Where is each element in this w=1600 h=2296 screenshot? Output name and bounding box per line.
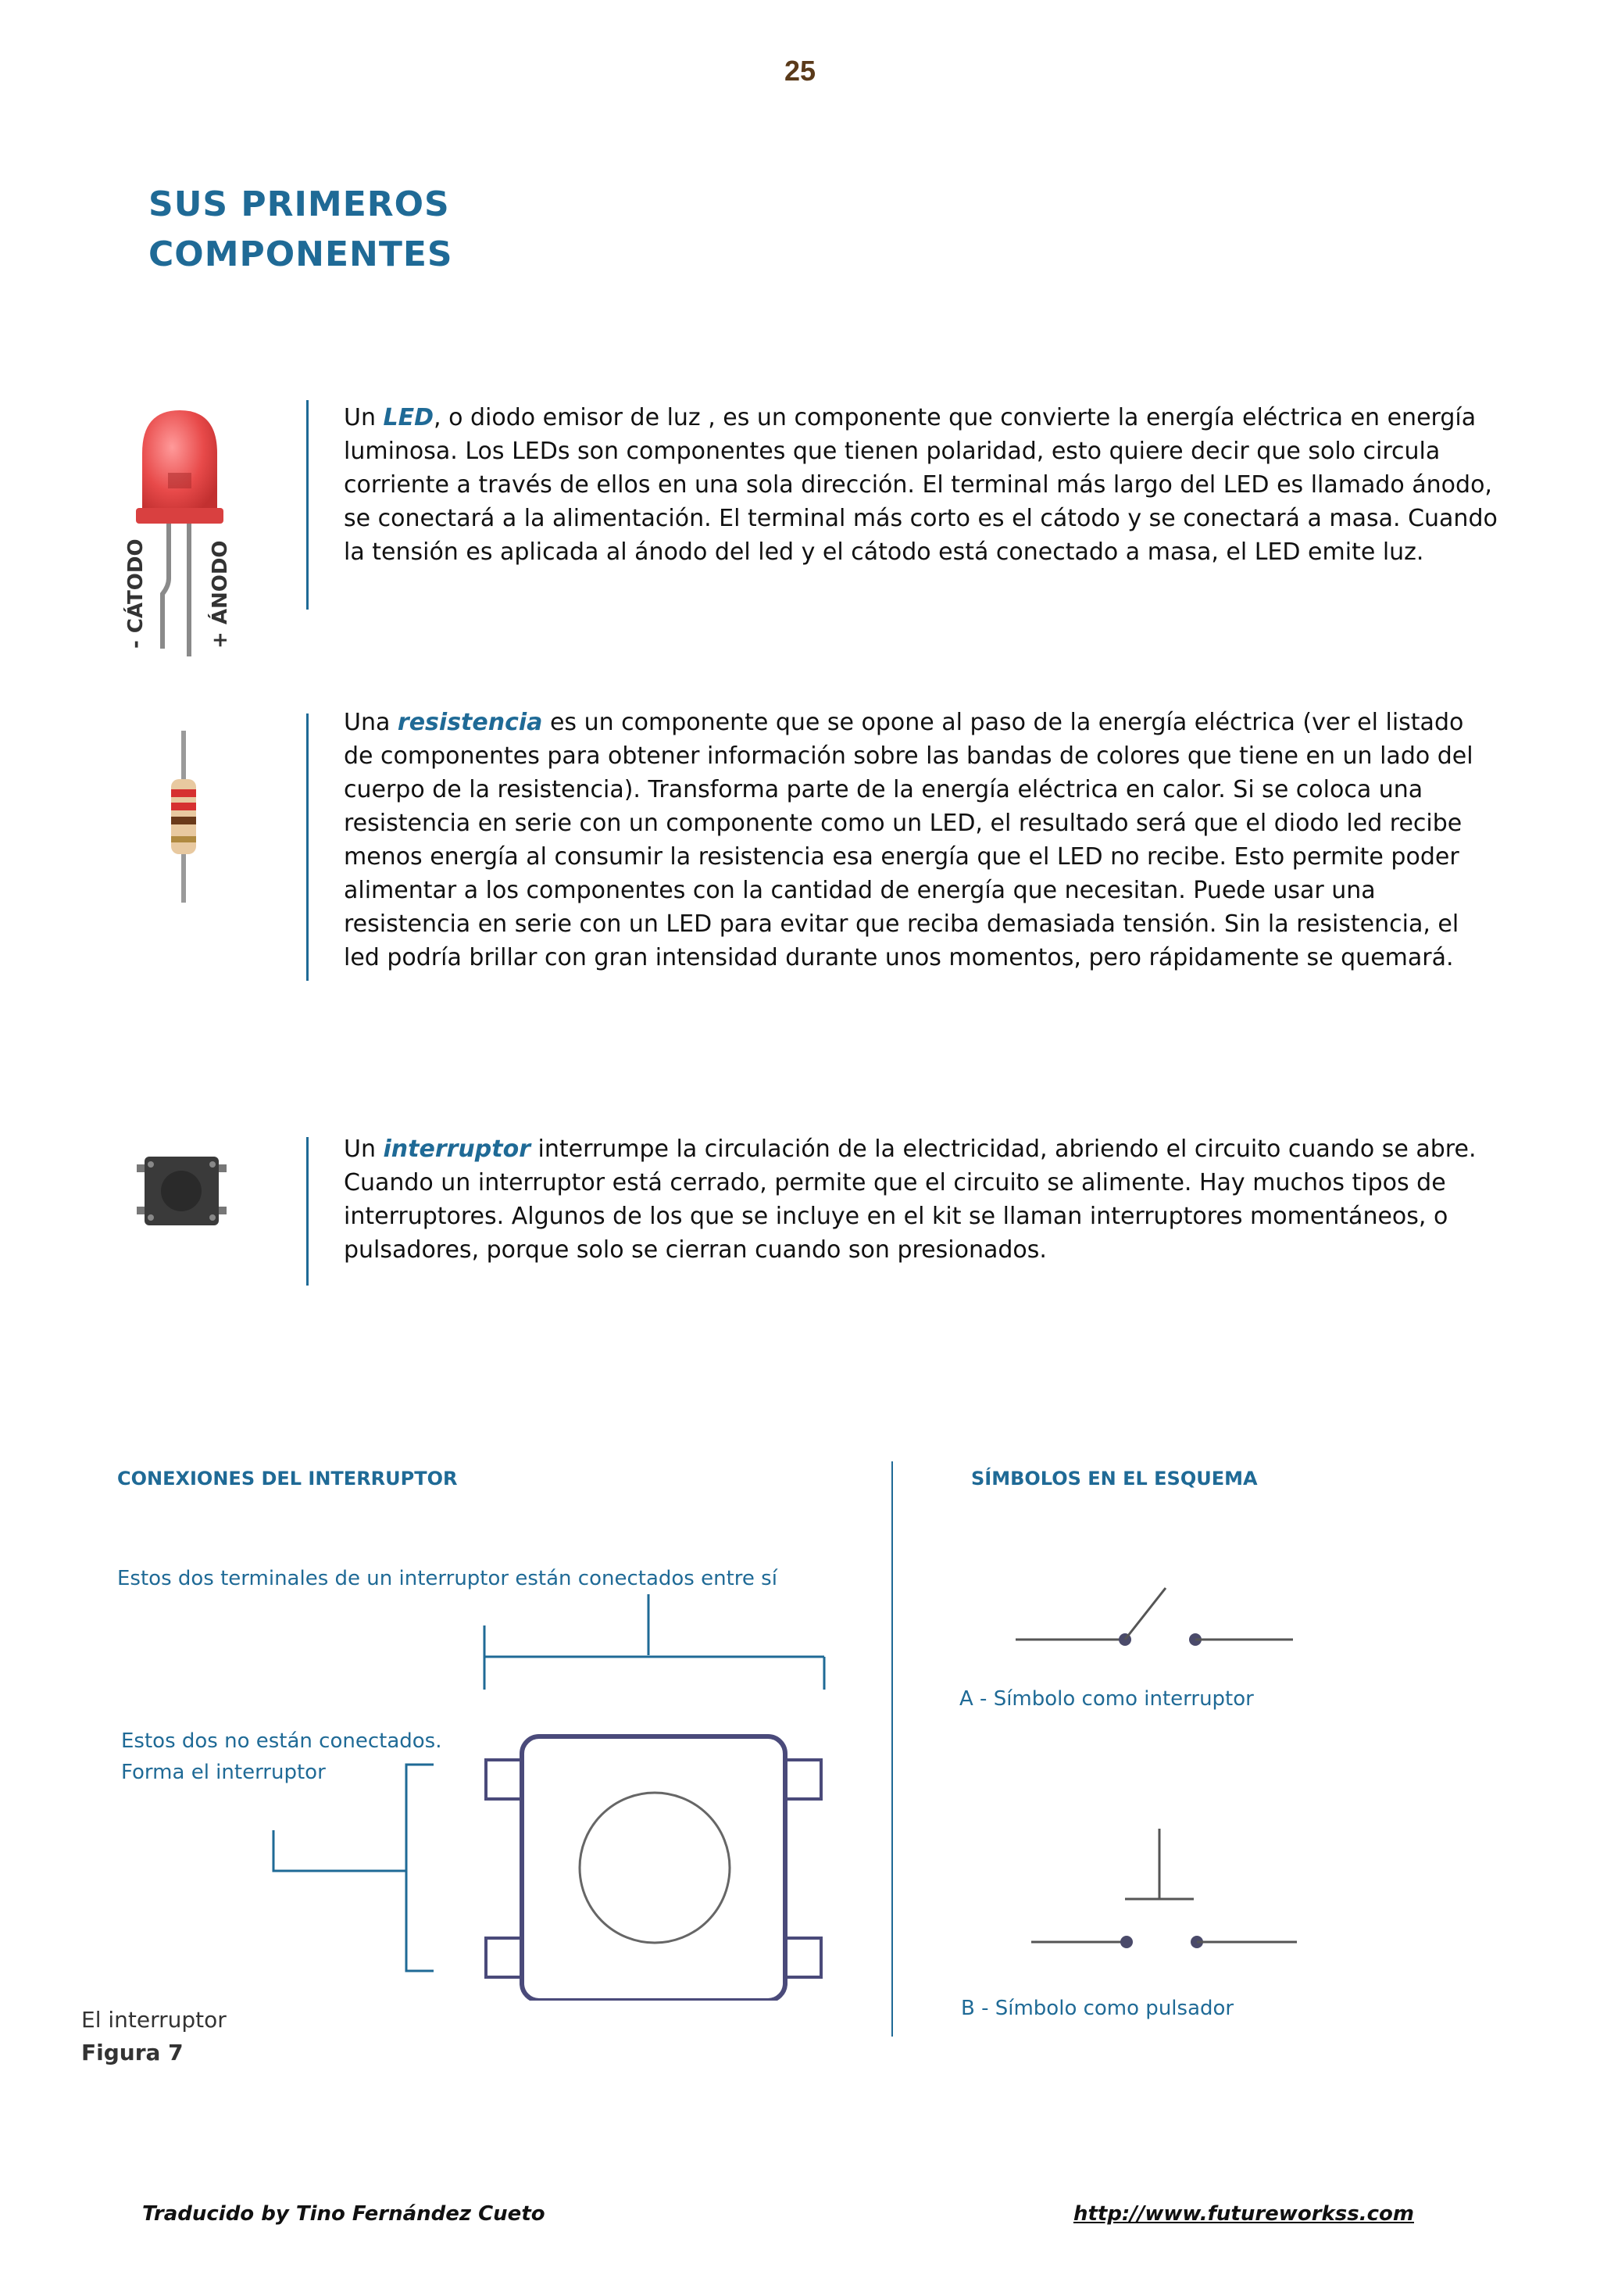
led-divider [306, 400, 309, 610]
switch-divider [306, 1137, 309, 1286]
resistor-keyword: resistencia [397, 709, 543, 736]
led-anode-label: + ÁNODO [209, 540, 232, 649]
led-keyword: LED [383, 404, 434, 431]
resistor-image [160, 731, 207, 903]
page-title [148, 180, 453, 280]
footer-translator: Traducido by Tino Fernández Cueto [142, 2202, 545, 2226]
switch-paragraph [344, 1132, 1500, 1267]
figure-caption [81, 2004, 227, 2069]
switch-text-after: interrumpe la circulación de la electricidad, abriendo el circuito cuando se abre. Cuando un interruptor está cerrado, permite que el circuito se alimente. Hay muchos tipos de interruptores. Algunos de los que se incluye en el kit se llaman interruptores momentáneos, o pulsadores, porque solo se cierran cuando son presionados. [344, 1135, 1477, 1264]
resistor-paragraph [344, 706, 1500, 975]
schematic-symbols-heading: SÍMBOLOS EN EL ESQUEMA [971, 1468, 1258, 1490]
figure-divider [891, 1461, 893, 2037]
page-title-line1: SUS PRIMEROS [148, 184, 450, 224]
switch-diagram [258, 1594, 852, 2001]
switch-symbol [1008, 1579, 1305, 1657]
footer-website-link[interactable]: http://www.futureworkss.com [1073, 2202, 1414, 2226]
led-paragraph [344, 401, 1500, 569]
figure-caption-number: Figura 7 [81, 2040, 184, 2065]
switch-keyword: interruptor [383, 1135, 531, 1163]
not-connected-line2: Forma el interruptor [121, 1761, 326, 1784]
page-title-line2: COMPONENTES [148, 234, 453, 274]
not-connected-line1: Estos dos no están conectados. [121, 1729, 442, 1753]
resistor-text-after: es un componente que se opone al paso de la energía eléctrica (ver el listado de componentes para obtener información sobre las bandas de colores que tiene en un lado del cuerpo de la resistencia). Transforma parte de la energía eléctrica en calor. Si se coloca una resistencia en serie con un componente como un LED, el resultado será que el diodo led recibe menos energía al consumir la resistencia esa energía que el LED no recibe. Esto permite poder alimentar a los componentes con la cantidad de energía que necesitan. Puede usar una resistencia en serie con un LED para evitar que reciba demasiada tensión. Sin la resistencia, el led podría brillar con gran intensidad durante unos momentos, pero rápidamente se quemará. [344, 709, 1473, 971]
led-image [102, 399, 297, 656]
resistor-text-before: Una [344, 709, 398, 736]
switch-symbol-label: A - Símbolo como interruptor [959, 1687, 1254, 1711]
switch-connections-heading: CONEXIONES DEL INTERRUPTOR [117, 1468, 458, 1490]
resistor-divider [306, 713, 309, 981]
page-number: 25 [784, 55, 816, 87]
pushbutton-symbol-label: B - Símbolo como pulsador [961, 1997, 1234, 2020]
pushbutton-symbol [1016, 1821, 1312, 1954]
pushbutton-image [137, 1155, 227, 1227]
led-text-before: Un [344, 404, 384, 431]
figure-caption-title: El interruptor [81, 2007, 227, 2033]
switch-text-before: Un [344, 1135, 384, 1163]
led-text-after: , o diodo emisor de luz , es un componente que convierte la energía eléctrica en energía luminosa. Los LEDs son componentes que tienen polaridad, esto quiere decir que solo circula corriente a través de ellos en una sola dirección. El terminal más largo del LED es llamado ánodo, se conectará a la alimentación. El terminal más corto es el cátodo y se conectará a masa. Cuando la tensión es aplicada al ánodo del led y el cátodo está conectado a masa, el LED emite luz. [344, 404, 1498, 566]
connected-terminals-note: Estos dos terminales de un interruptor están conectados entre sí [117, 1567, 777, 1590]
led-cathode-label: - CÁTODO [124, 538, 148, 649]
